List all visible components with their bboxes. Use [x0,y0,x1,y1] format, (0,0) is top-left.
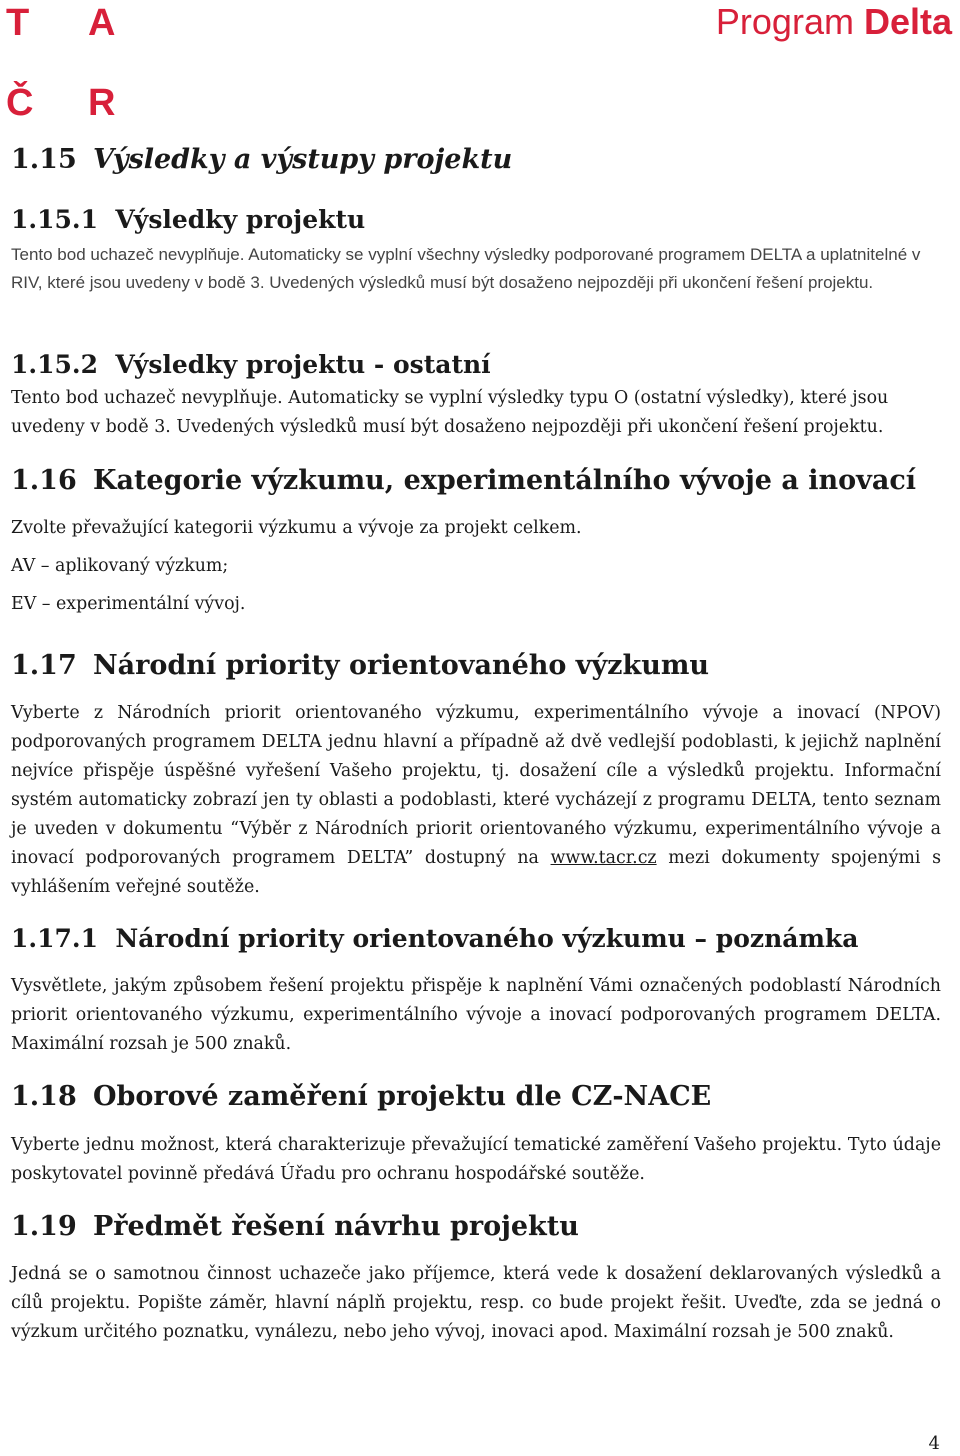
paragraph-text: Vyberte z Národních priorit orientovaného výzkumu, experimentálního vývoje a inovací (NPOV) podporovaných programem DELTA jednu hlavní a případně až dvě vedlejší podoblasti, k jejichž naplnění nejvíce přispěje úspěšné vyřešení Vašeho projektu, tj. dosažení cíle a výsledků projektu. Informační systém automaticky zobrazí jen ty oblasti a podoblasti, které vycházejí z programu DELTA, tento seznam je uveden v dokumentu “Výběr z Národních priorit orientovaného výzkumu, experimentálního vývoje a inovací podporovaných programem DELTA” dostupný na [11,703,941,868]
heading-title: Kategorie výzkumu, experimentálního vývoje a inovací [93,465,917,496]
heading-title: Výsledky a výstupy projektu [93,144,513,175]
paragraph-1-17-1: Vysvětlete, jakým způsobem řešení projektu přispěje k naplnění Vámi označených podoblastí Národních priorit orientovaného výzkumu, experimentálního vývoje a inovací podporovaných programem DELTA. Maximální rozsah je 500 znaků. [11,976,941,1054]
logo-letter: A [88,2,116,44]
logo-letter: T [6,2,30,44]
program-logo-light: Program [715,1,854,42]
heading-1-19 [11,1211,579,1242]
paragraph-text: mezi dokumenty spojenými s vyhlášením veřejné soutěže. [11,848,941,897]
heading-number: 1.16 [11,465,77,496]
heading-1-15-1 [11,205,365,234]
program-delta-logo [716,0,952,44]
heading-title: Předmět řešení návrhu projektu [93,1211,579,1242]
heading-number: 1.15 [11,144,77,175]
page-number: 4 [928,1433,940,1454]
heading-1-15 [11,144,512,175]
logo-letter: Č [6,82,34,124]
heading-title: Národní priority orientovaného výzkumu – poznámka [115,924,859,953]
heading-number: 1.17.1 [11,924,98,953]
tacr-logo [6,4,126,124]
heading-1-18 [11,1081,711,1112]
heading-title: Národní priority orientovaného výzkumu [93,650,710,681]
paragraph-1-18: Vyberte jednu možnost, která charakterizuje převažující tematické zaměření Vašeho projektu. Tyto údaje poskytovatel povinně předává Úřadu pro ochranu hospodářské soutěže. [11,1135,941,1184]
paragraph-1-15-2: Tento bod uchazeč nevyplňuje. Automaticky se vyplní výsledky typu O (ostatní výsledky), které jsou uvedeny v bodě 3. Uvedených výsledků musí být dosaženo nejpozději při ukončení řešení projektu. [11,388,889,437]
paragraph-1-17 [11,699,941,902]
heading-number: 1.18 [11,1081,77,1112]
heading-number: 1.15.2 [11,350,98,379]
heading-1-17 [11,650,709,681]
heading-title: Výsledky projektu [115,205,366,234]
list-item: AV – aplikovaný výzkum; [11,556,229,576]
paragraph-1-15-1: Tento bod uchazeč nevyplňuje. Automaticky se vyplní všechny výsledky podporované programem DELTA a uplatnitelné v RIV, které jsou uvedeny v bodě 3. Uvedených výsledků musí být dosaženo nejpozději při ukončení řešení projektu. [11,245,921,292]
heading-number: 1.19 [11,1211,77,1242]
heading-number: 1.15.1 [11,205,98,234]
logo-letter: R [88,82,116,124]
heading-title: Výsledky projektu - ostatní [115,350,491,379]
heading-title: Oborové zaměření projektu dle CZ-NACE [93,1081,712,1112]
program-logo-bold: Delta [863,1,952,42]
heading-number: 1.17 [11,650,77,681]
paragraph-1-16: Zvolte převažující kategorii výzkumu a vývoje za projekt celkem. [11,518,582,538]
paragraph-1-19: Jedná se o samotnou činnost uchazeče jako příjemce, která vede k dosažení deklarovaných výsledků a cílů projektu. Popište záměr, hlavní náplň projektu, resp. co bude projekt řešit. Uveďte, zda se jedná o výzkum určitého poznatku, vynálezu, nebo jeho vývoj, inovaci apod. Maximální rozsah je 500 znaků. [11,1264,941,1342]
heading-1-15-2 [11,350,491,379]
list-item: EV – experimentální vývoj. [11,594,246,614]
tacr-link[interactable]: www.tacr.cz [550,848,657,868]
heading-1-16 [11,465,916,496]
heading-1-17-1 [11,924,858,953]
